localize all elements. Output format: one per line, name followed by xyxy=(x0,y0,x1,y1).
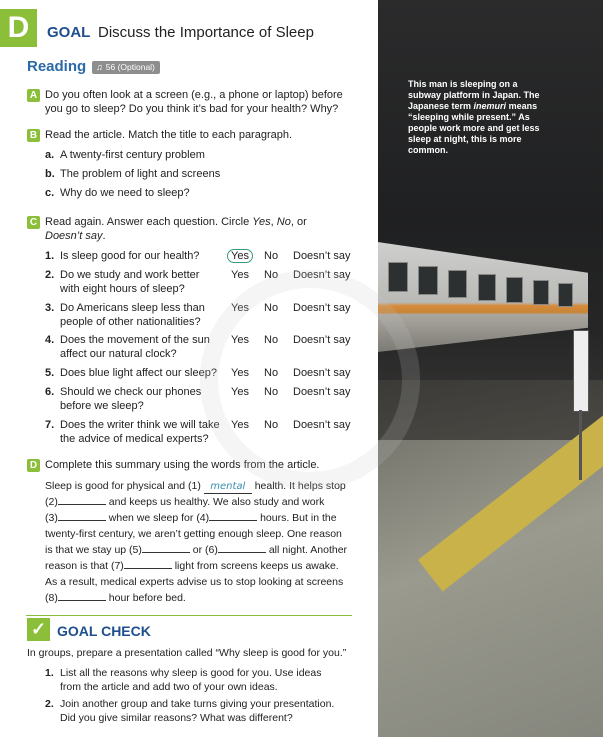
exercise-label-d: D xyxy=(27,459,40,472)
train-window xyxy=(533,280,549,305)
instruction-yes: Yes xyxy=(252,216,271,228)
summary-text: and keeps us healthy. We also study and work xyxy=(108,496,325,508)
summary-text: hour before bed. xyxy=(108,592,186,604)
caption-text: means xyxy=(506,101,538,111)
answer-option-no[interactable]: No xyxy=(264,302,279,314)
instruction-sep: , or xyxy=(290,216,307,228)
summary-text: twenty-first century, we aren’t getting enough sleep. One reason xyxy=(45,528,342,540)
reading-heading: Reading xyxy=(27,58,87,75)
exercise-a-line-1: Do you often look at a screen (e.g., a phone or laptop) before xyxy=(45,89,343,101)
summary-text: all night. Another xyxy=(268,544,348,556)
list-item xyxy=(45,167,221,182)
exercise-label-a: A xyxy=(27,89,40,102)
caption-term: inemuri xyxy=(473,101,507,111)
question-number: 5. xyxy=(45,367,55,379)
answer-blank-4[interactable] xyxy=(209,510,257,521)
exercise-c-instruction xyxy=(45,215,307,230)
question-text-line-2: the advice of medical experts? xyxy=(60,433,209,445)
train-window xyxy=(478,274,496,301)
question-text-line-2: affect our natural clock? xyxy=(60,348,177,360)
answer-option-no[interactable]: No xyxy=(264,250,279,262)
summary-paragraph xyxy=(45,478,355,606)
exercise-c-instruction-cont xyxy=(45,229,106,244)
exercise-b-instruction: Read the article. Match the title to each paragraph. xyxy=(45,129,293,141)
question-number: 3. xyxy=(45,302,55,314)
goal-check-title: GOAL CHECK xyxy=(57,623,151,639)
circled-answer[interactable]: Yes xyxy=(227,249,253,263)
question-text-line-1: Should we check our phones xyxy=(60,386,202,398)
answer-option-yes[interactable]: Yes xyxy=(231,367,249,379)
answer-option-doesnt-say[interactable]: Doesn’t say xyxy=(293,419,351,431)
answer-option-doesnt-say[interactable]: Doesn’t say xyxy=(293,334,351,346)
instruction-sep: , xyxy=(270,216,277,228)
question-text-line-1: Does the movement of the sun xyxy=(60,334,210,346)
exercise-d-instruction: Complete this summary using the words from the article. xyxy=(45,459,320,471)
train-window xyxy=(448,270,467,298)
summary-text: As a result, medical experts advise us to stop looking at screens xyxy=(45,576,344,588)
instruction-period: . xyxy=(102,230,106,242)
list-item xyxy=(45,697,54,712)
item-number: 1. xyxy=(45,667,54,679)
summary-text: (8) xyxy=(45,592,58,604)
caption-line: sleep at night, this is more xyxy=(408,134,522,144)
exercise-label-b: B xyxy=(27,129,40,142)
answer-option-yes[interactable]: Yes xyxy=(231,269,249,281)
divider xyxy=(26,615,352,616)
answer-option-yes[interactable]: Yes xyxy=(231,419,249,431)
item-text: Why do we need to sleep? xyxy=(60,187,190,199)
question-text-line-1: Do Americans sleep less than xyxy=(60,302,205,314)
sign-pole xyxy=(579,410,582,480)
answer-blank-1[interactable]: mental xyxy=(204,481,252,494)
answer-blank-7[interactable] xyxy=(124,558,172,569)
exercise-label-c: C xyxy=(27,216,40,229)
summary-text: health. It helps stop xyxy=(254,480,346,492)
summary-text: is that we stay up (5) xyxy=(45,544,142,556)
summary-text: (2) xyxy=(45,496,58,508)
headphones-icon: ♫ xyxy=(96,62,103,72)
list-item xyxy=(45,186,190,201)
answer-blank-8[interactable] xyxy=(58,590,106,601)
summary-text: reason is that (7) xyxy=(45,560,124,572)
summary-text: Sleep is good for physical and (1) xyxy=(45,480,201,492)
answer-option-doesnt-say[interactable]: Doesn’t say xyxy=(293,250,351,262)
caption-line: subway platform in Japan. The xyxy=(408,90,540,100)
caption-line: “sleeping while present.” As xyxy=(408,112,530,122)
question-number: 6. xyxy=(45,386,55,398)
caption-line xyxy=(408,101,568,112)
question-text-line-1: Is sleep good for our health? xyxy=(60,250,200,262)
question-text-line-1: Does the writer think we will take xyxy=(60,419,220,431)
caption-line: common. xyxy=(408,145,449,155)
summary-text: light from screens keeps us awake. xyxy=(174,560,339,572)
item-letter: a. xyxy=(45,149,55,161)
item-letter: c. xyxy=(45,187,55,199)
instruction-doesnt-say: Doesn’t say xyxy=(45,230,103,242)
answer-blank-6[interactable] xyxy=(218,542,266,553)
summary-text: hours. But in the xyxy=(260,512,337,524)
answer-option-yes[interactable]: Yes xyxy=(231,302,249,314)
question-number: 7. xyxy=(45,419,55,431)
instruction-no: No xyxy=(276,216,291,228)
train-window xyxy=(558,283,573,307)
list-item xyxy=(45,666,54,681)
answer-option-no[interactable]: No xyxy=(264,367,279,379)
answer-option-no[interactable]: No xyxy=(264,334,279,346)
answer-option-yes[interactable]: Yes xyxy=(231,386,249,398)
item-letter: b. xyxy=(45,168,55,180)
question-text-line-2: before we sleep? xyxy=(60,400,144,412)
question-number: 2. xyxy=(45,269,55,281)
train-window xyxy=(506,277,523,303)
watermark-logo xyxy=(200,270,420,490)
goal-check-intro: In groups, prepare a presentation called “Why sleep is good for you.” xyxy=(27,647,347,659)
list-item xyxy=(45,148,205,163)
train-window xyxy=(388,262,408,292)
summary-text: (3) xyxy=(45,512,58,524)
answer-blank-5[interactable] xyxy=(142,542,190,553)
photo-caption xyxy=(408,79,568,156)
answer-option-doesnt-say[interactable]: Doesn’t say xyxy=(293,269,351,281)
goal-check-item-2-line-2: Did you give similar reasons? What was different? xyxy=(60,712,293,724)
instruction-text: Read again. Answer each question. Circle xyxy=(45,216,253,228)
answer-option-no[interactable]: No xyxy=(264,269,279,281)
train-window xyxy=(418,266,438,295)
answer-blank-3[interactable] xyxy=(58,510,106,521)
summary-text: when we sleep for (4) xyxy=(108,512,210,524)
question-text-line-1: Does blue light affect our sleep? xyxy=(60,367,217,379)
question-number: 4. xyxy=(45,334,55,346)
caption-text: Japanese term xyxy=(408,101,474,111)
caption-line: people work more and get less xyxy=(408,123,540,133)
item-number: 2. xyxy=(45,698,54,710)
goal-check-item-2-line-1: Join another group and take turns giving your presentation. xyxy=(60,698,335,710)
answer-option-doesnt-say[interactable]: Doesn’t say xyxy=(293,302,351,314)
question-text-line-1: Do we study and work better xyxy=(60,269,200,281)
section-letter-badge: D xyxy=(0,9,37,47)
item-text: A twenty-first century problem xyxy=(60,149,205,161)
answer-option-no[interactable]: No xyxy=(264,386,279,398)
question-text-line-2: with eight hours of sleep? xyxy=(60,283,185,295)
answer-option-doesnt-say[interactable]: Doesn’t say xyxy=(293,386,351,398)
goal-title: Discuss the Importance of Sleep xyxy=(98,24,314,41)
answer-option-doesnt-say[interactable]: Doesn’t say xyxy=(293,367,351,379)
checkmark-icon: ✓ xyxy=(27,618,50,641)
goal-check-item-1-line-1: List all the reasons why sleep is good for you. Use ideas xyxy=(60,667,322,679)
summary-text: or (6) xyxy=(192,544,218,556)
answer-blank-2[interactable] xyxy=(58,494,106,505)
answer-option-yes[interactable] xyxy=(231,249,253,264)
audio-track-button[interactable] xyxy=(92,61,160,74)
item-text: The problem of light and screens xyxy=(60,168,221,180)
goal-check-item-1-line-2: from the article and add two of your own ideas. xyxy=(60,681,278,693)
question-text-line-2: people of other nationalities? xyxy=(60,316,201,328)
audio-track-label: 56 (Optional) xyxy=(105,62,155,72)
caption-line: This man is sleeping on a xyxy=(408,79,518,89)
station-sign xyxy=(573,330,589,412)
answer-option-no[interactable]: No xyxy=(264,419,279,431)
goal-label: GOAL xyxy=(47,24,91,41)
answer-option-yes[interactable]: Yes xyxy=(231,334,249,346)
exercise-a-line-2: you go to sleep? Do you think it’s bad for your health? Why? xyxy=(45,103,339,115)
question-number: 1. xyxy=(45,250,55,262)
